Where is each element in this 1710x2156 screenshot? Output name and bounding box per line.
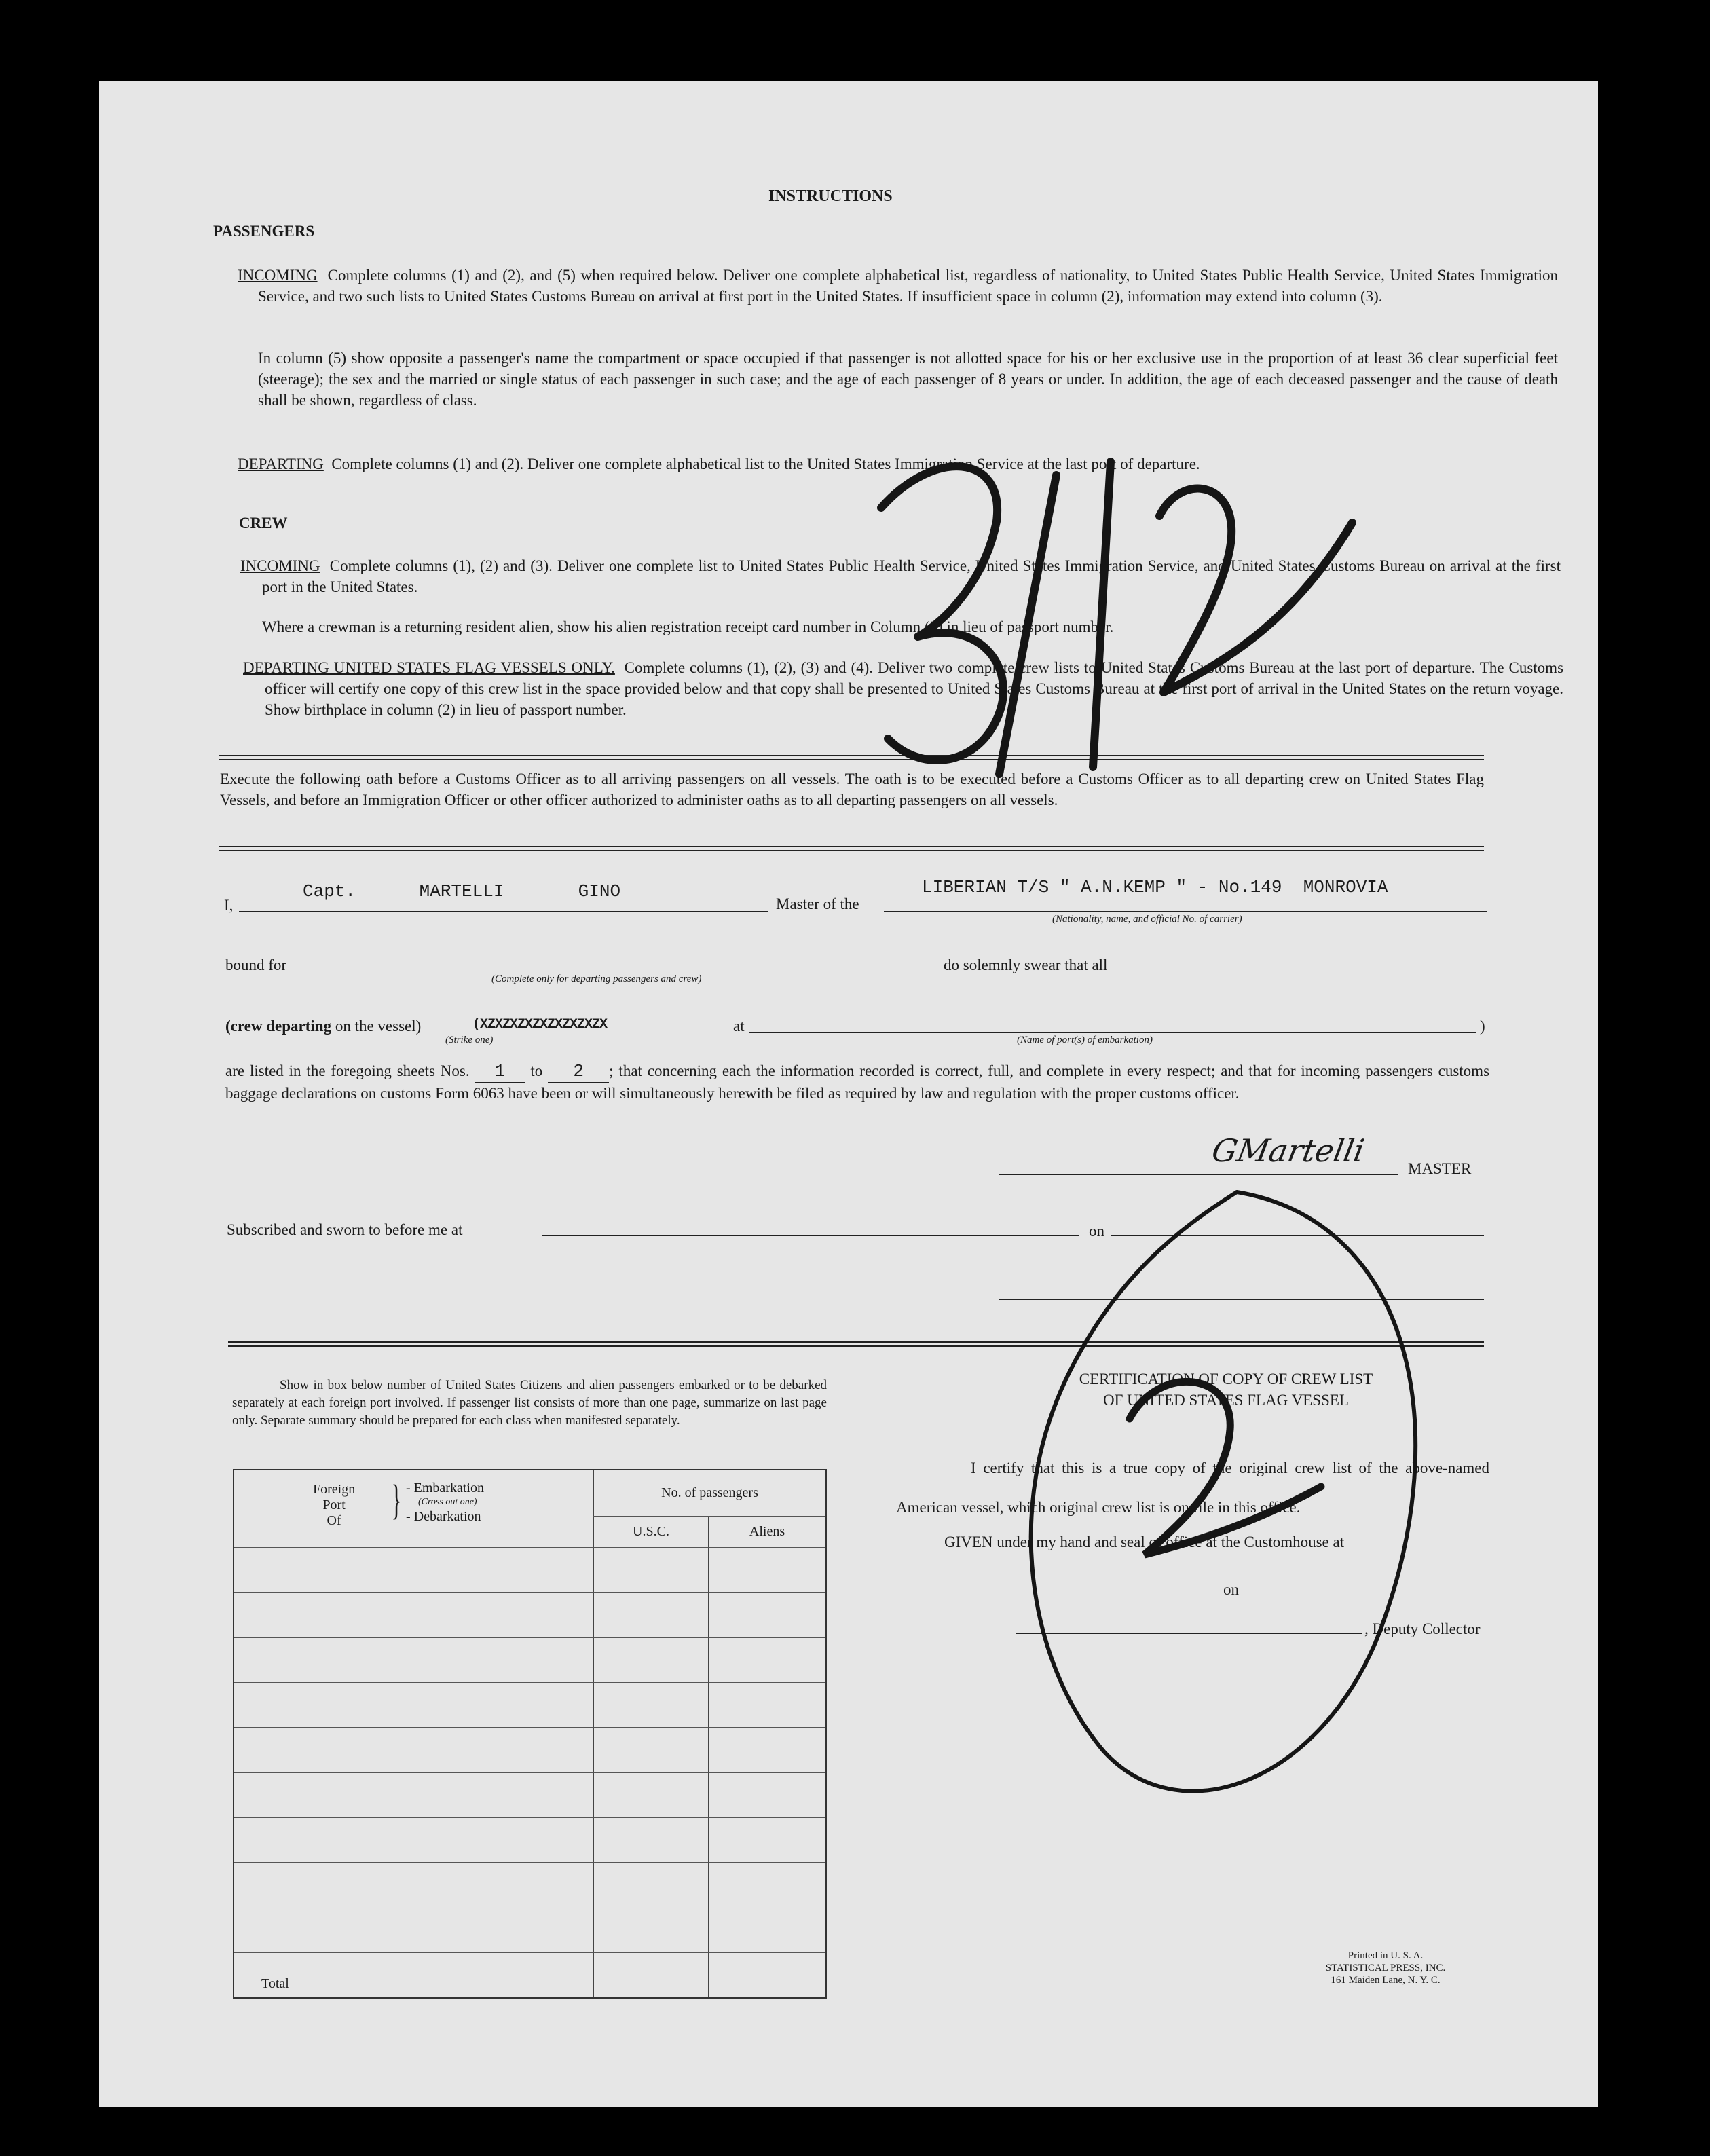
passengers-departing-text: Complete columns (1) and (2). Deliver one complete alphabetical list to the United States Immigration Service at the last port of departure. — [331, 456, 1200, 472]
printer-line3: 161 Maiden Lane, N. Y. C. — [1331, 1975, 1441, 1986]
printer-line2: STATISTICAL PRESS, INC. — [1325, 1963, 1446, 1973]
given-text: GIVEN under my hand and seal of office at the Customhouse at — [944, 1534, 1345, 1550]
passengers-heading: PASSENGERS — [213, 223, 315, 240]
oath-instruction: Execute the following oath before a Customs Officer as to all arriving passengers on all vessels. The oath is to be executed before a Customs Officer as to all departing crew on United States Flag Vessels, and before an Immigration Officer or other officer authorized to administer oaths as to all departing passengers on all vessels. — [220, 770, 1484, 809]
no-passengers-label: No. of passengers — [594, 1470, 827, 1517]
certification-heading-line2: OF UNITED STATES FLAG VESSEL — [1103, 1392, 1349, 1409]
aliens-label: Aliens — [709, 1517, 827, 1548]
strike-text: (XZXZXZXZXZXZXZXZX — [472, 1017, 608, 1033]
debarkation-label: - Debarkation — [406, 1509, 481, 1524]
ports-caption: (Name of port(s) of embarkation) — [1017, 1035, 1153, 1045]
bound-for-label: bound for — [225, 956, 287, 973]
vessel-field[interactable]: LIBERIAN T/S " A.N.KEMP " - No.149 MONROVIA — [922, 877, 1388, 897]
listed-label: are listed in the foregoing sheets Nos. — [225, 1062, 470, 1079]
usc-label: U.S.C. — [594, 1517, 709, 1548]
vessel-caption: (Nationality, name, and official No. of carrier) — [1052, 914, 1242, 925]
total-label: Total — [261, 1976, 289, 1991]
cross-out-label: (Cross out one) — [418, 1497, 477, 1507]
on-vessel-label: on the vessel) — [335, 1018, 422, 1035]
subscribed-on-label: on — [1089, 1223, 1104, 1240]
circled-digit-2 — [1130, 1381, 1321, 1555]
crew-resident-text: Where a crewman is a returning resident alien, show his alien registration receipt card number in Column (2) in lieu of passport number. — [262, 618, 1114, 635]
close-paren: ) — [1480, 1018, 1485, 1035]
form-page — [99, 81, 1598, 2107]
passengers-incoming-text: Complete columns (1) and (2), and (5) when required below. Deliver one complete alphabetical list, regardless of nationality, to United States Public Health Service, United States Immigration Service, and two such lists to United States Customs Bureau on arrival at first port in the United States. If insufficient space in column (2), information may extend into column (3). — [258, 267, 1559, 305]
bound-for-caption: (Complete only for departing passengers and crew) — [491, 973, 702, 984]
certification-heading-line1: CERTIFICATION OF COPY OF CREW LIST — [1079, 1371, 1373, 1388]
handwritten-digit-2 — [1159, 489, 1352, 692]
sheet-from-field[interactable]: 1 — [475, 1061, 525, 1083]
crew-heading: CREW — [239, 515, 288, 532]
at-label: at — [733, 1018, 745, 1035]
crew-incoming-text: Complete columns (1), (2) and (3). Deliver one complete list to United States Public Health Service, United States Immigration Service, and United States Customs Bureau on arrival at the first port in the United States. — [262, 557, 1561, 595]
printer-line1: Printed in U. S. A. — [1347, 1950, 1424, 1961]
subscribed-label: Subscribed and sworn to before me at — [227, 1221, 463, 1238]
sheet-to-field[interactable]: 2 — [548, 1061, 609, 1083]
column5-text: In column (5) show opposite a passenger's name the compartment or space occupied if that passenger is not allotted space for his or her exclusive use in the proportion of at least 36 clear superficial feet (steerage); the sex and the married or single status of each passenger in such case; and the age of each passenger of 8 years or under. In addition, the age of each deceased passenger and the cause of death shall be shown, regardless of class. — [258, 350, 1558, 409]
master-name-field[interactable]: Capt. MARTELLI GINO — [303, 881, 621, 902]
certify-text: I certify that this is a true copy of the original crew list of the above-named American vessel, which original crew list is on file in this office. — [896, 1460, 1489, 1516]
embarkation-label: - Embarkation — [406, 1481, 484, 1495]
instructions-title: INSTRUCTIONS — [768, 187, 893, 205]
crew-departing-text: Complete columns (1), (2), (3) and (4). Deliver two complete crew lists to United States Customs Bureau at the last port of departure. The Customs officer will certify one copy of this crew list in the space provided below and that copy shall be presented to United States Customs Bureau at the first port of arrival in the United States on the return voyage. Show birthplace in column (2) in lieu of passport number. — [265, 659, 1564, 718]
handwritten-digit-3 — [881, 466, 1003, 760]
passengers-departing-label: DEPARTING — [238, 456, 324, 472]
master-label: MASTER — [1408, 1160, 1472, 1177]
strike-caption: (Strike one) — [445, 1035, 494, 1045]
to-label: to — [530, 1062, 543, 1079]
swear-label: do solemnly swear that all — [944, 956, 1108, 973]
deputy-collector-label: , Deputy Collector — [1364, 1620, 1481, 1637]
brace-icon: } — [391, 1477, 402, 1523]
handwritten-slash — [999, 475, 1056, 774]
circle-mark — [1031, 1192, 1415, 1791]
oath-i-label: I, — [224, 897, 234, 914]
master-of-label: Master of the — [776, 895, 859, 912]
master-signature: GMartelli — [1209, 1132, 1367, 1169]
handwritten-marks — [99, 81, 1598, 2107]
certification-on-label: on — [1223, 1581, 1239, 1598]
foreign-port-label: Foreign Port Of — [313, 1482, 356, 1528]
crew-departing-label: DEPARTING UNITED STATES FLAG VESSELS ONLY. — [243, 659, 615, 676]
summary-intro: Show in box below number of United States Citizens and alien passengers embarked or to be debarked separately at each foreign port involved. If passenger list consists of more than one page, summarize on last page only. Separate summary should be prepared for each class when manifested separately. — [232, 1378, 827, 1428]
handwritten-digit-1 — [1093, 462, 1111, 767]
listed-rest: ; that concerning each the information recorded is correct, full, and complete in every respect; and that for incoming passengers customs baggage declarations on customs Form 6063 have been or will simultaneously herewith be filed as required by law and regulation with the proper customs officer. — [225, 1062, 1490, 1102]
crew-incoming-label: INCOMING — [240, 557, 320, 574]
passengers-incoming-label: INCOMING — [238, 267, 318, 284]
crew-departing-label: (crew departing — [225, 1018, 332, 1035]
